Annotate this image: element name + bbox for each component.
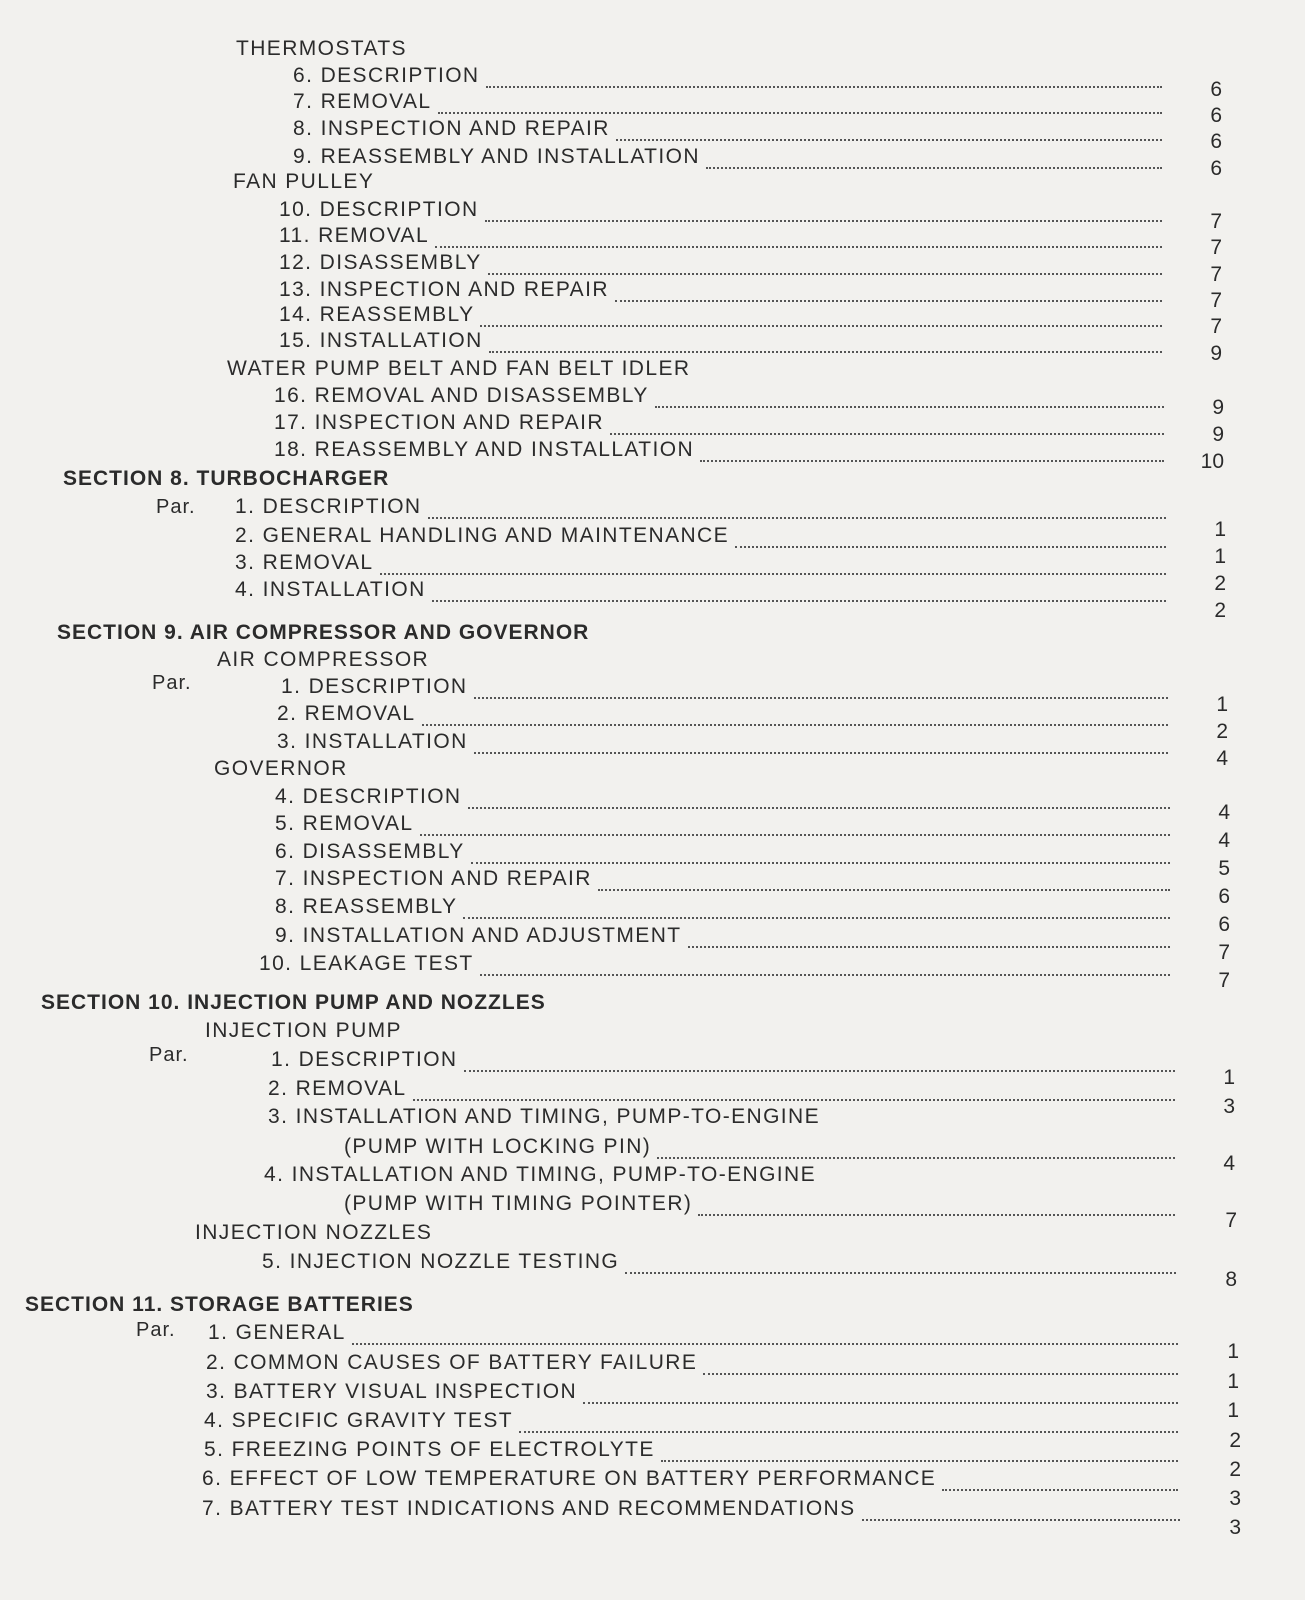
page-number: 2: [1216, 720, 1228, 743]
page-number: 4: [1216, 747, 1228, 770]
group-heading-water-pump-belt: WATER PUMP BELT AND FAN BELT IDLER: [227, 357, 691, 380]
toc-entry[interactable]: 2. GENERAL HANDLING AND MAINTENANCE: [235, 524, 1172, 554]
page-number: 1: [1227, 1340, 1239, 1363]
page-number: 7: [1210, 210, 1222, 233]
toc-entry[interactable]: 18. REASSEMBLY AND INSTALLATION: [274, 438, 1170, 468]
page-number: 3: [1229, 1516, 1241, 1539]
toc-entry[interactable]: 11. REMOVAL: [279, 224, 1168, 254]
page-number: 2: [1229, 1429, 1241, 1452]
page-number: 1: [1214, 545, 1226, 568]
page-number: 9: [1212, 396, 1224, 419]
section-heading-10: SECTION 10. INJECTION PUMP AND NOZZLES: [41, 991, 546, 1014]
toc-entry[interactable]: 6. DISASSEMBLY: [275, 840, 1176, 870]
toc-entry[interactable]: 4. INSTALLATION: [235, 578, 1172, 608]
toc-entry[interactable]: 2. COMMON CAUSES OF BATTERY FAILURE: [206, 1351, 1184, 1381]
page-number: 7: [1210, 315, 1222, 338]
page-number: 6: [1218, 913, 1230, 936]
toc-entry[interactable]: 5. INJECTION NOZZLE TESTING: [262, 1250, 1182, 1280]
toc-entry[interactable]: 9. INSTALLATION AND ADJUSTMENT: [275, 924, 1176, 954]
toc-entry[interactable]: 2. REMOVAL: [277, 702, 1174, 732]
page-number: 1: [1223, 1066, 1235, 1089]
page-number: 4: [1218, 829, 1230, 852]
page-number: 9: [1212, 423, 1224, 446]
page-number: 3: [1223, 1095, 1235, 1118]
group-heading-thermostats: THERMOSTATS: [236, 37, 407, 60]
section-heading-8: SECTION 8. TURBOCHARGER: [63, 467, 390, 490]
toc-entry[interactable]: 4. DESCRIPTION: [275, 785, 1176, 815]
toc-entry[interactable]: 16. REMOVAL AND DISASSEMBLY: [274, 384, 1170, 414]
page-number: 6: [1218, 885, 1230, 908]
page-number: 9: [1210, 342, 1222, 365]
group-heading-fan-pulley: FAN PULLEY: [233, 170, 375, 193]
group-heading-air-compressor: AIR COMPRESSOR: [217, 648, 430, 671]
toc-entry[interactable]: 9. REASSEMBLY AND INSTALLATION: [293, 145, 1168, 175]
page-number: 1: [1227, 1370, 1239, 1393]
page-number: 7: [1210, 263, 1222, 286]
page-number: 2: [1214, 572, 1226, 595]
toc-entry[interactable]: 1. DESCRIPTION: [271, 1048, 1181, 1078]
toc-entry[interactable]: 5. FREEZING POINTS OF ELECTROLYTE: [204, 1438, 1184, 1468]
group-heading-injection-pump: INJECTION PUMP: [205, 1019, 402, 1042]
par-label: Par.: [149, 1044, 189, 1066]
toc-entry[interactable]: 14. REASSEMBLY: [279, 303, 1168, 333]
page-number: 8: [1225, 1268, 1237, 1291]
page-number: 5: [1218, 857, 1230, 880]
toc-entry[interactable]: 17. INSPECTION AND REPAIR: [274, 411, 1170, 441]
page-number: 7: [1210, 236, 1222, 259]
toc-entry[interactable]: 10. LEAKAGE TEST: [259, 952, 1176, 982]
toc-entry[interactable]: 3. INSTALLATION AND TIMING, PUMP-TO-ENGINE: [268, 1105, 821, 1128]
toc-entry[interactable]: 3. BATTERY VISUAL INSPECTION: [206, 1380, 1184, 1410]
page-number: 2: [1229, 1458, 1241, 1481]
page-number: 7: [1218, 969, 1230, 992]
toc-entry[interactable]: 2. REMOVAL: [268, 1077, 1181, 1107]
page-number: 1: [1214, 518, 1226, 541]
toc-entry[interactable]: 7. INSPECTION AND REPAIR: [275, 867, 1176, 897]
group-heading-governor: GOVERNOR: [214, 757, 348, 780]
toc-entry[interactable]: 7. REMOVAL: [293, 90, 1168, 120]
toc-entry[interactable]: 4. INSTALLATION AND TIMING, PUMP-TO-ENGINE: [264, 1163, 817, 1186]
page-number: 6: [1210, 78, 1222, 101]
toc-entry[interactable]: 12. DISASSEMBLY: [279, 251, 1168, 281]
toc-entry-continuation[interactable]: (PUMP WITH LOCKING PIN): [344, 1135, 1181, 1165]
toc-entry-continuation[interactable]: (PUMP WITH TIMING POINTER): [344, 1192, 1181, 1222]
section-heading-11: SECTION 11. STORAGE BATTERIES: [25, 1293, 414, 1316]
page-number: 7: [1225, 1209, 1237, 1232]
page-number: 7: [1210, 289, 1222, 312]
toc-entry[interactable]: 1. DESCRIPTION: [281, 675, 1174, 705]
toc-entry[interactable]: 7. BATTERY TEST INDICATIONS AND RECOMMENDATIONS: [202, 1497, 1186, 1527]
page-number: 3: [1229, 1487, 1241, 1510]
page-number: 2: [1214, 599, 1226, 622]
toc-entry[interactable]: 6. EFFECT OF LOW TEMPERATURE ON BATTERY PERFORMANCE: [202, 1467, 1184, 1497]
page-number: 6: [1210, 157, 1222, 180]
toc-entry[interactable]: 4. SPECIFIC GRAVITY TEST: [204, 1409, 1184, 1439]
toc-entry[interactable]: 1. GENERAL: [208, 1321, 1184, 1351]
group-heading-injection-nozzles: INJECTION NOZZLES: [195, 1221, 433, 1244]
par-label: Par.: [152, 672, 192, 694]
par-label: Par.: [156, 496, 196, 518]
par-label: Par.: [136, 1319, 176, 1341]
toc-entry[interactable]: 13. INSPECTION AND REPAIR: [279, 278, 1168, 308]
toc-entry[interactable]: 10. DESCRIPTION: [279, 198, 1168, 228]
page-number: 4: [1223, 1152, 1235, 1175]
toc-entry[interactable]: 15. INSTALLATION: [279, 329, 1168, 359]
page-number: 6: [1210, 104, 1222, 127]
toc-entry[interactable]: 8. INSPECTION AND REPAIR: [293, 117, 1168, 147]
section-heading-9: SECTION 9. AIR COMPRESSOR AND GOVERNOR: [57, 621, 590, 644]
toc-entry[interactable]: 6. DESCRIPTION: [293, 64, 1168, 94]
page-number: 7: [1218, 941, 1230, 964]
page-number: 4: [1218, 801, 1230, 824]
toc-entry[interactable]: 1. DESCRIPTION: [235, 495, 1172, 525]
toc-entry[interactable]: 8. REASSEMBLY: [275, 895, 1176, 925]
toc-entry[interactable]: 3. REMOVAL: [235, 551, 1172, 581]
page-number: 1: [1216, 693, 1228, 716]
toc-entry[interactable]: 5. REMOVAL: [275, 812, 1176, 842]
toc-entry[interactable]: 3. INSTALLATION: [277, 730, 1174, 760]
page-number: 1: [1227, 1399, 1239, 1422]
page-number: 10: [1200, 450, 1224, 473]
page-number: 6: [1210, 130, 1222, 153]
